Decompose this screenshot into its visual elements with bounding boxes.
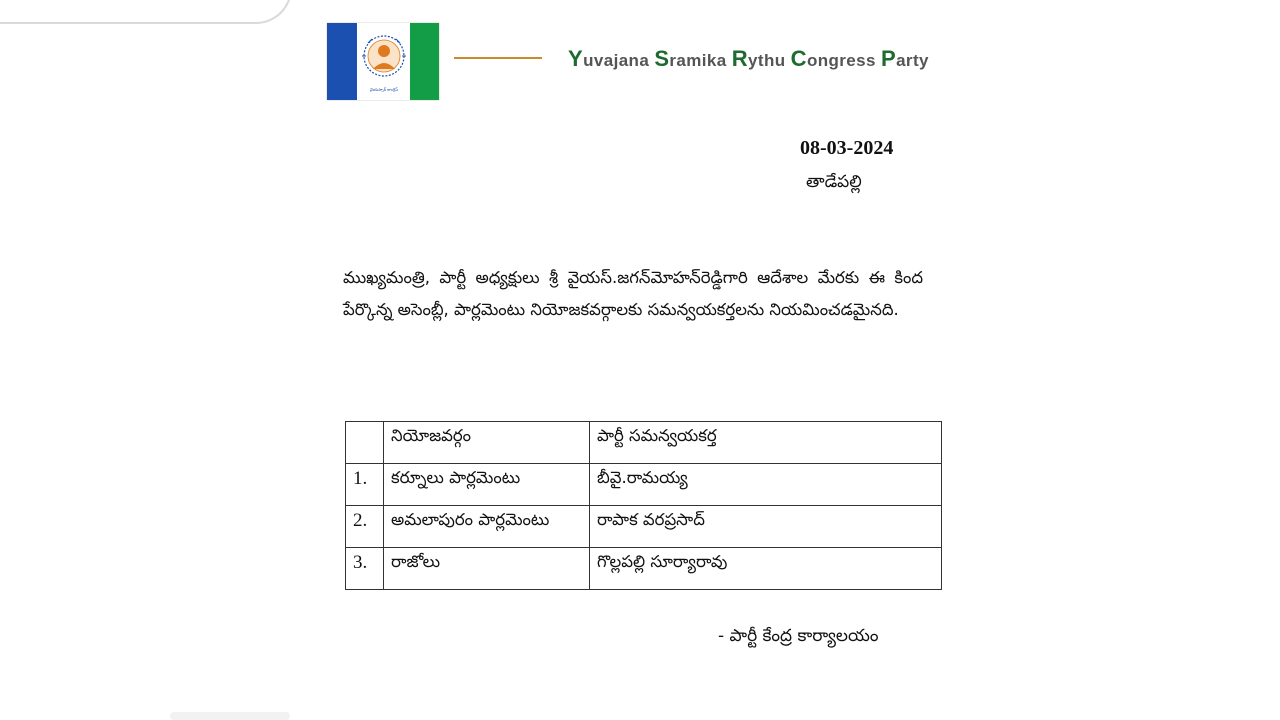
table-header-cell: పార్టీ సమన్వయకర్త	[590, 422, 942, 464]
flag-green-band	[410, 23, 439, 100]
coordinators-table	[345, 421, 942, 590]
table-header-cell	[346, 422, 384, 464]
row-number: 3.	[346, 548, 384, 590]
letter-signature: - పార్టీ కేంద్ర కార్యాలయం	[718, 626, 879, 646]
letter-date: 08-03-2024	[800, 137, 894, 159]
logo-caption: వైయస్సార్ కాంగ్రెస్	[369, 87, 399, 92]
letter-place: తాడేపల్లి	[806, 172, 862, 192]
constituency-cell: అమలాపురం పార్లమెంటు	[384, 506, 590, 548]
constituency-cell: కర్నూలు పార్లమెంటు	[384, 464, 590, 506]
party-flag-logo	[327, 23, 439, 100]
party-name-word-2: Sramika	[654, 46, 732, 71]
party-name-word-4: Congress	[790, 46, 881, 71]
table-row	[346, 464, 942, 506]
party-name-word-3: Rythu	[731, 46, 791, 71]
page-bottom-decoration	[170, 712, 290, 720]
party-name-word-5: Party	[881, 46, 929, 71]
party-name	[568, 46, 929, 72]
flag-white-band	[357, 23, 410, 100]
coordinator-cell: బీవై.రామయ్య	[590, 464, 942, 506]
row-number: 1.	[346, 464, 384, 506]
letter-body: ముఖ్యమంత్రి, పార్టీ అధ్యక్షులు శ్రీ వైయస్.జగన్‌మోహన్‌రెడ్డిగారి ఆదేశాల మేరకు ఈ కింద పేర్కొన్న అసెంబ్లీ, పార్లమెంటు నియోజకవర్గాలకు సమన్వయకర్తలను నియమించడమైనది.	[343, 268, 923, 319]
page-corner-decoration	[0, 0, 292, 24]
constituency-cell: రాజోలు	[384, 548, 590, 590]
party-name-word-1: Yuvajana	[568, 46, 655, 71]
party-emblem-icon	[361, 29, 407, 87]
row-number: 2.	[346, 506, 384, 548]
table-row	[346, 548, 942, 590]
coordinator-cell: గొల్లపల్లి సూర్యారావు	[590, 548, 942, 590]
table-header-cell: నియోజవర్గం	[384, 422, 590, 464]
header-rule	[454, 57, 542, 59]
table-row	[346, 506, 942, 548]
table-header-row	[346, 422, 942, 464]
coordinator-cell: రాపాక వరప్రసాద్	[590, 506, 942, 548]
flag-blue-band	[327, 23, 357, 100]
